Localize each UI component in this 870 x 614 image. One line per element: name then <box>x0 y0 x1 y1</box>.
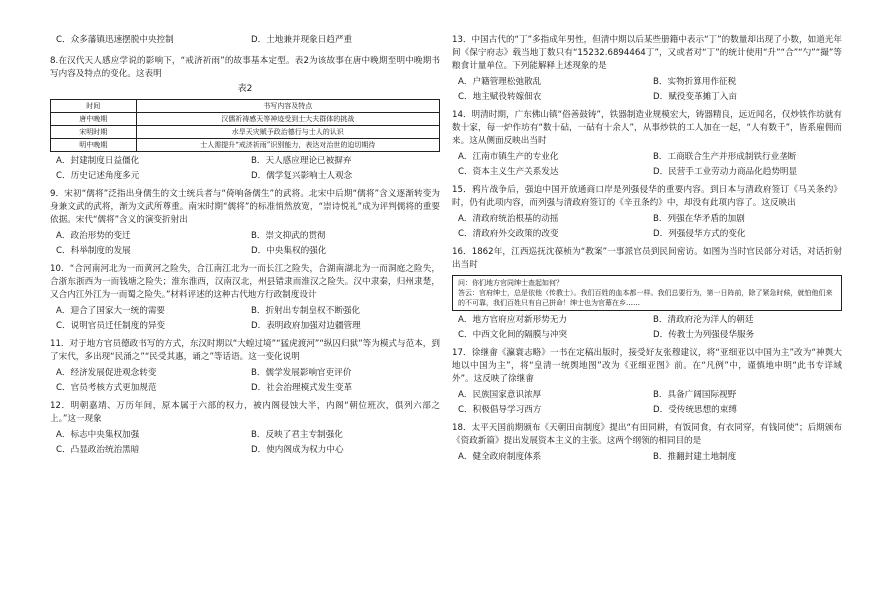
q10-option-c: C．说明官员迁任制度的异变 <box>56 321 166 331</box>
q17-option-b: B．具备广阔国际视野 <box>653 390 737 400</box>
dialog-box <box>452 275 842 311</box>
table-2-caption: 表2 <box>237 84 253 94</box>
q10-option-a: A．迎合了国家大一统的需要 <box>56 306 166 316</box>
q16-option-b: B．清政府沦为洋人的朝廷 <box>653 315 754 325</box>
q13-option-a: A．户籍管理松弛散乱 <box>458 77 542 87</box>
table-cell: 士人需提升“戒济祈雨”识别能力，表达对治世的迫切期待 <box>136 139 439 152</box>
q14-option-d: D．民营手工业劳动力商品化趋势明显 <box>653 167 798 177</box>
q16-option-a: A．地方官府应对新形势无力 <box>458 315 568 325</box>
question-12 <box>50 400 440 459</box>
q15-option-b: B．列强在华矛盾的加剧 <box>653 214 745 224</box>
table-row <box>51 139 440 152</box>
table-header-cell: 书写内容及特点 <box>136 100 439 113</box>
q18-option-a: A．健全政府制度体系 <box>458 452 542 462</box>
q12-option-b: B．反映了君主专制强化 <box>251 430 343 440</box>
q17-option-d: D．受传统思想的束缚 <box>653 405 737 415</box>
q9-option-d: D．中央集权的强化 <box>251 246 327 256</box>
q16-option-c: C．中西文化间的隔膜与冲突 <box>458 330 568 340</box>
question-18 <box>452 422 842 466</box>
dialog-line: 答云：官府绅士，总是依他（传教士）。我们百姓的血本都一样。我们总要行为，第一日阵前，除了紧急时候，就怕他们来的不可靠，我们百姓只有自己拼命！绅士也为官幕在乡…… <box>458 289 833 307</box>
q15-option-d: D．列强侵华方式的变化 <box>653 229 746 239</box>
q8-option-d: D．儒学复兴影响士人观念 <box>251 171 353 181</box>
q16-option-d: D．传教士为列强侵华服务 <box>653 330 755 340</box>
q10-option-d: D．表明政府加强对边疆管理 <box>251 321 361 331</box>
q8-stem: 8.在汉代天人感应学说的影响下，“戒济祈雨”的故事基本定型。表2为该故事在唐中晚期至明中晚期书写内容及特点的变化。这表明 <box>50 56 440 79</box>
q13-option-c: C．地主赋役转嫁佃农 <box>458 92 542 102</box>
table-cell: 唐中晚期 <box>51 113 137 126</box>
q11-option-c: C．官员考核方式更加规范 <box>56 383 157 393</box>
q8-option-b: B．天人感应理论已被摒弃 <box>251 156 352 166</box>
left-column <box>50 34 440 462</box>
question-14 <box>452 109 842 181</box>
table-cell: 水旱天灾赋予政治德行与士人的认识 <box>136 126 439 139</box>
q11-option-b: B．儒学发展影响官吏评价 <box>251 368 352 378</box>
q11-option-d: D．社会治理模式发生变革 <box>251 383 353 393</box>
q14-option-a: A．江南市镇生产的专业化 <box>458 152 559 162</box>
q14-option-b: B．工商联合生产并形成制铁行业垄断 <box>653 152 797 162</box>
q8-option-c: C．历史记述角度多元 <box>56 171 140 181</box>
q10-option-b: B．折射出专制皇权不断强化 <box>251 306 361 316</box>
right-column <box>452 34 842 469</box>
q9-option-c: C．科举制度的发展 <box>56 246 131 256</box>
question-15 <box>452 184 842 243</box>
q12-option-c: C．凸显政治统治黑暗 <box>56 445 140 455</box>
table-header-cell: 时间 <box>51 100 137 113</box>
table-2 <box>50 99 440 152</box>
q12-option-a: A．标志中央集权加强 <box>56 430 140 440</box>
table-cell: 宋明时期 <box>51 126 137 139</box>
table-cell: 明中晚期 <box>51 139 137 152</box>
q15-stem: 15．鸦片战争后，强迫中国开放通商口岸是列强侵华的重要内容。到日本与清政府签订《马关条约》时，仍有此项内容，而列强与清政府签订的《辛丑条约》中，却没有此项内容了。这反映出 <box>452 185 842 208</box>
q13-option-d: D．赋役变革摊丁入亩 <box>653 92 737 102</box>
table-cell: 汉儒祈祷感天等神迹受到士大夫群体的挑战 <box>136 113 439 126</box>
question-17 <box>452 347 842 419</box>
q14-stem: 14．明清时期，广东佛山镇“俗善鼓铸”，铁器制造业规模宏大，铸器精良，远近闻名，仅炒铁作坊就有数十家，每一炉作坊有“数十砧，一砧有十余人”，从事炒铁的工人加在一起，“人有数千”，皆系雇佣而来。这从侧面反映出当时 <box>452 110 842 146</box>
q7-option-d: D．土地兼并现象日趋严重 <box>251 35 353 45</box>
question-10 <box>50 263 440 335</box>
q13-stem: 13．中国古代的“丁”多指成年男性，但清中期以后某些册籍中表示“丁”的数量却出现了小数，如道光年间《保宁府志》载当地丁数只有“15232.6894464丁”，又或者对“丁”的统计使用“升”“合”“勺”“撮”等粮食计量单位。下列能解释上述现象的是 <box>452 35 842 71</box>
q9-option-a: A．政治形势的变迁 <box>56 231 131 241</box>
question-16 <box>452 246 842 344</box>
q11-stem: 11．对于地方官员德政书写的方式，东汉时期以“大蝗过境”“猛虎渡河”“纵囚归狱”等为模式与范本，到了宋代，多出现“民涌之”“民受其惠，诵之”等话语。这一变化说明 <box>50 339 440 362</box>
q12-stem: 12．明朝嘉靖、万历年间，原本属于六部的权力，被内阁侵蚀大半，内阁“朝位班次，俱列六部之上。”这一现象 <box>50 401 440 424</box>
q17-stem: 17．徐继畬《瀛寰志略》一书在定稿出版时，接受好友张穆建议，将“亚细亚以中国为主”改为“神舆大地以中国为主”，将“皇清一统舆地图”改为《亚细亚图》前。在“凡例”中，谨慎地申明“此书专详域外”。这反映了徐继畬 <box>452 348 842 384</box>
q10-stem: 10．“合河南河北为一而黄河之险失，合江南江北为一而长江之险失，合湖南湖北为一而洞庭之险失，合浙东浙西为一而钱塘之险失；淮东淮西，汉南汉北，州县错隶而淮汉之险失。汉中隶秦，归州隶楚，又合内江外江为一而蜀之险失。”材料评述的这种古代地方行政制度设计 <box>50 264 440 300</box>
q11-option-a: A．经济发展促进观念转变 <box>56 368 157 378</box>
question-8 <box>50 55 440 185</box>
q9-stem: 9．宋初“儒将”泛指出身儒生的文士统兵者与“倚响备儒生”的武将。北宋中后期“儒将”含义逐渐转变为身兼文武的武将，渐为文武所尊重。南宋时期“儒将”的标准悄然放宽，“崇诗悦礼”成为评判儒将的重要依据。宋代“儒将”含义的演变折射出 <box>50 189 440 225</box>
q18-option-b: B．推翻封建土地制度 <box>653 452 737 462</box>
table-row <box>51 113 440 126</box>
q12-option-d: D．使内阁成为权力中心 <box>251 445 344 455</box>
q15-option-c: C．清政府外交政策的改变 <box>458 229 559 239</box>
q16-stem: 16．1862年，江西巡抚沈葆桢为“教案”一事派官员到民间密访。如图为当时官民部分对话，对话折射出当时 <box>452 247 842 270</box>
q15-option-a: A．清政府统治根基的动摇 <box>458 214 559 224</box>
question-7-tail <box>50 34 440 49</box>
dialog-line: 问：你们地方官同绅士查起如何？ <box>458 279 563 287</box>
table-header-row <box>51 100 440 113</box>
q7-option-c: C．众多藩镇迅速摆脱中央控制 <box>56 35 174 45</box>
q17-option-a: A．民族国家意识浓厚 <box>458 390 542 400</box>
q13-option-b: B．实物折算用作征税 <box>653 77 737 87</box>
question-11 <box>50 338 440 397</box>
q18-stem: 18．太平天国前期颁布《天朝田亩制度》提出“有田同耕，有饭同食，有衣同穿，有钱同使”；后期颁布《资政新篇》提出发展资本主义的主张。这两个纲领的相同目的是 <box>452 423 842 446</box>
q17-option-c: C．积极倡导学习西方 <box>458 405 542 415</box>
q9-option-b: B．崇文抑武的贯彻 <box>251 231 326 241</box>
question-13 <box>452 34 842 106</box>
question-9 <box>50 188 440 260</box>
q14-option-c: C．资本主义生产关系发达 <box>458 167 559 177</box>
q8-option-a: A．封建制度日益僵化 <box>56 156 140 166</box>
table-row <box>51 126 440 139</box>
